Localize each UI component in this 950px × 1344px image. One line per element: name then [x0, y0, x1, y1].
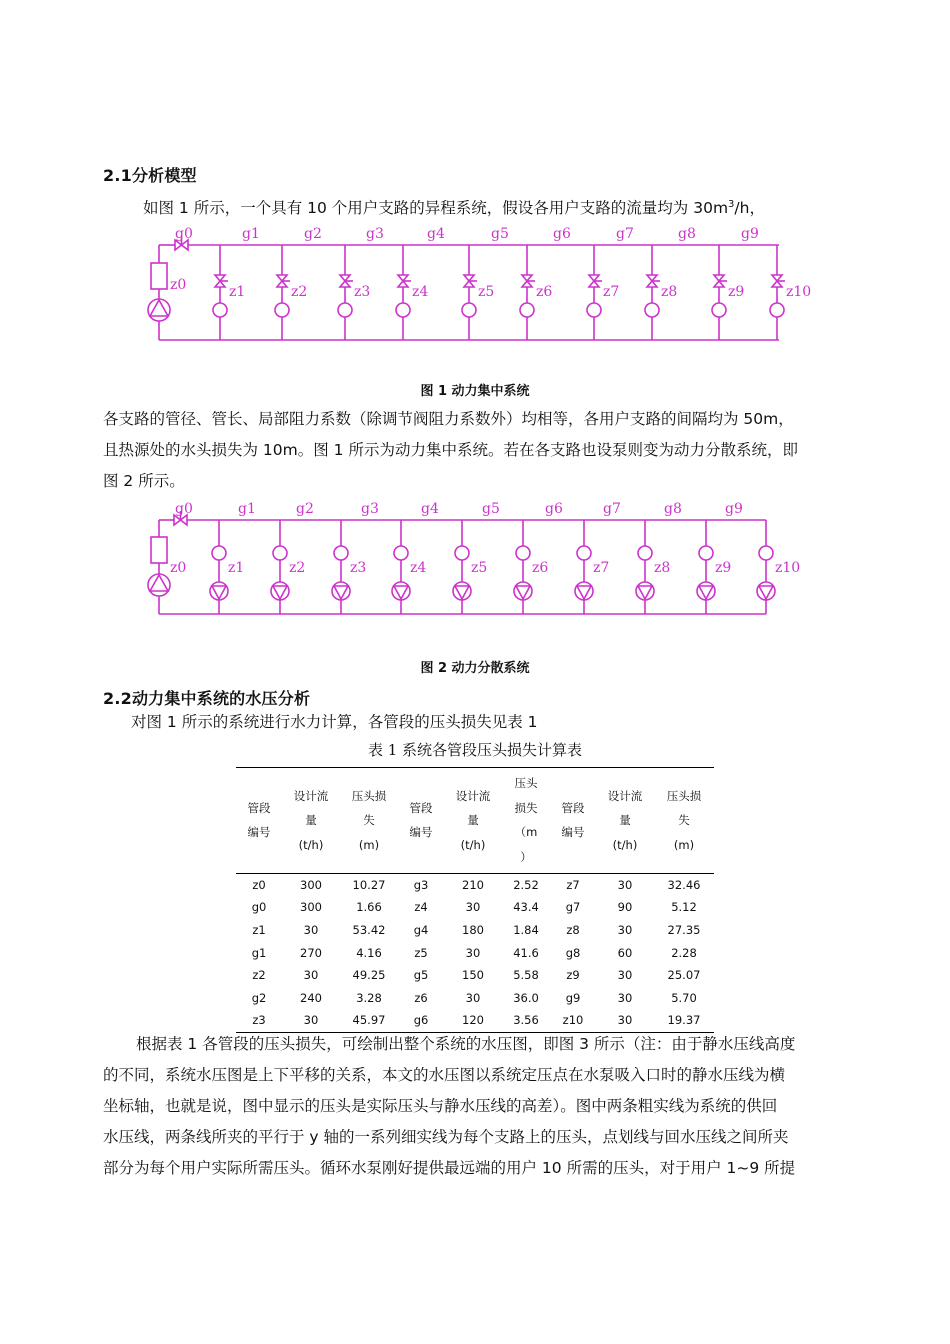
- paragraph-2-line-1: 各支路的管径、管长、局部阻力系数（除调节阀阻力系数外）均相等，各用户支路的间隔均为 50m，: [103, 410, 794, 428]
- paragraph-3-line-4: 水压线，两条线所夹的平行于 y 轴的一系列细实线为每个支路上的压头，点划线与回水压线之间所夹: [103, 1128, 789, 1146]
- table-cell: 4.16: [356, 945, 382, 960]
- header-flow-2: 设计流 量 (t/h): [455, 788, 491, 852]
- header-seg-3: 管段 编号: [561, 800, 585, 840]
- table-cell: g2: [251, 990, 267, 1005]
- fig2-main-label: g1: [238, 501, 256, 517]
- fig1-user-label: z1: [229, 284, 246, 300]
- table-cell: 300: [300, 877, 322, 892]
- header-loss-2: 压头 损失 （m ）: [514, 776, 538, 864]
- table-cell: z1: [252, 922, 266, 937]
- table-cell: 1.84: [513, 922, 539, 937]
- figure-2-diagram: [0, 490, 950, 625]
- fig2-main-label: g5: [482, 501, 500, 517]
- table-cell: 49.25: [352, 968, 386, 983]
- table-row: [236, 896, 714, 919]
- section-heading-2-2: 2.2动力集中系统的水压分析: [103, 689, 311, 708]
- fig1-main-label: g7: [616, 226, 634, 242]
- paragraph-3-line-2: 的不同，系统水压图是上下平移的关系，本文的水压图以系统定压点在水泵吸入口时的静水压线为横: [103, 1066, 786, 1084]
- table-row: [236, 941, 714, 964]
- table-cell: 30: [303, 1013, 319, 1028]
- fig2-user-label: z7: [593, 560, 610, 576]
- table-cell: 30: [617, 990, 633, 1005]
- fig2-user-branch: [271, 520, 289, 614]
- header-flow-1: 设计流 量 (t/h): [293, 788, 329, 852]
- fig1-main-label: g3: [366, 226, 384, 242]
- header-flow-3: 设计流 量 (t/h): [607, 788, 643, 852]
- table-cell: 5.12: [671, 900, 697, 915]
- fig2-user-branch: [757, 520, 775, 614]
- table-cell: g7: [565, 900, 581, 915]
- fig2-user-branch: [514, 520, 532, 614]
- table-cell: g4: [413, 922, 429, 937]
- intro-superscript: 3: [728, 199, 735, 210]
- table-cell: 2.28: [671, 945, 697, 960]
- fig1-source-label: z0: [170, 277, 187, 293]
- fig1-user-branch: [712, 245, 727, 340]
- section-heading-2-1: 2.1分析模型: [103, 166, 197, 185]
- paragraph-3-line-5: 部分为每个用户实际所需压头。循环水泵刚好提供最远端的用户 10 所需的压头，对于用户 1~9 所提: [103, 1159, 796, 1177]
- fig2-main-label: g7: [603, 501, 621, 517]
- table-cell: 240: [300, 990, 322, 1005]
- fig2-main-label: g3: [361, 501, 379, 517]
- fig2-source-label: z0: [170, 560, 187, 576]
- table-cell: g8: [565, 945, 581, 960]
- table-cell: 45.97: [352, 1013, 386, 1028]
- paragraph-2-line-3: 图 2 所示。: [103, 472, 185, 490]
- table-cell: g0: [251, 900, 267, 915]
- table-cell: 150: [462, 968, 484, 983]
- fig1-user-label: z4: [412, 284, 429, 300]
- table-cell: z7: [566, 877, 580, 892]
- table-cell: 30: [617, 877, 633, 892]
- table-1: [236, 767, 714, 1033]
- table-cell: g1: [251, 945, 267, 960]
- fig2-user-branch: [575, 520, 593, 614]
- header-seg-1: 管段 编号: [247, 800, 271, 840]
- fig2-main-label: g8: [664, 501, 682, 517]
- fig1-user-branch: [770, 245, 785, 340]
- intro-text: 如图 1 所示，一个具有 10 个用户支路的异程系统，假设各用户支路的流量均为 30m: [143, 199, 729, 218]
- table-row: [236, 873, 714, 896]
- table-cell: z5: [414, 945, 428, 960]
- table-cell: 180: [462, 922, 484, 937]
- table-cell: z10: [562, 1013, 584, 1028]
- fig2-user-branch: [210, 520, 228, 614]
- fig2-user-label: z2: [289, 560, 306, 576]
- fig1-main-label: g5: [491, 226, 509, 242]
- fig1-user-branch: [587, 245, 602, 340]
- fig1-main-label: g6: [553, 226, 571, 242]
- table-cell: 30: [465, 900, 481, 915]
- fig1-user-branch: [338, 245, 353, 340]
- paragraph-2: [103, 404, 863, 497]
- table-cell: 30: [617, 968, 633, 983]
- header-loss-1: 压头损 失 (m): [351, 788, 387, 852]
- table-cell: 32.46: [667, 877, 701, 892]
- table-cell: 30: [617, 1013, 633, 1028]
- fig2-user-branch: [392, 520, 410, 614]
- fig1-main-label: g9: [741, 226, 759, 242]
- table-cell: 53.42: [352, 922, 386, 937]
- fig1-user-branch: [213, 245, 228, 340]
- table-cell: 5.58: [513, 968, 539, 983]
- header-seg-2: 管段 编号: [409, 800, 433, 840]
- fig2-user-label: z6: [532, 560, 549, 576]
- table-cell: 30: [465, 990, 481, 1005]
- fig2-main-label: g9: [725, 501, 743, 517]
- table-cell: 30: [303, 922, 319, 937]
- table-cell: z8: [566, 922, 580, 937]
- table-cell: 210: [462, 877, 484, 892]
- fig1-user-label: z9: [728, 284, 745, 300]
- table-cell: 30: [465, 945, 481, 960]
- table-header-row: [236, 768, 714, 873]
- fig2-user-label: z1: [228, 560, 245, 576]
- fig2-main-label: g6: [545, 501, 563, 517]
- table-cell: 3.28: [356, 990, 382, 1005]
- table-cell: g6: [413, 1013, 429, 1028]
- fig2-user-branch: [697, 520, 715, 614]
- header-loss-3: 压头损 失 (m): [666, 788, 702, 852]
- table-row: [236, 919, 714, 942]
- section-2-intro: 对图 1 所示的系统进行水力计算，各管段的压头损失见表 1: [131, 713, 538, 731]
- table-cell: 30: [617, 922, 633, 937]
- fig2-main-label: g4: [421, 501, 439, 517]
- table-cell: g5: [413, 968, 429, 983]
- fig2-user-label: z4: [410, 560, 427, 576]
- paragraph-3-line-1: 根据表 1 各管段的压头损失，可绘制出整个系统的水压图，即图 3 所示（注：由于静水压线高度: [136, 1035, 796, 1053]
- table-cell: z4: [414, 900, 428, 915]
- table-cell: 10.27: [352, 877, 386, 892]
- fig2-user-label: z3: [350, 560, 367, 576]
- fig1-user-branch: [462, 245, 477, 340]
- fig1-main-label: g1: [242, 226, 260, 242]
- table-cell: 3.56: [513, 1013, 539, 1028]
- fig1-user-label: z8: [661, 284, 678, 300]
- table-cell: 27.35: [667, 922, 701, 937]
- paragraph-3: [103, 1029, 863, 1184]
- paragraph-3-line-3: 坐标轴，也就是说，图中显示的压头是实际压头与静水压线的高差）。图中两条粗实线为系统的供回: [103, 1097, 778, 1115]
- fig2-user-label: z8: [654, 560, 671, 576]
- fig2-user-label: z5: [471, 560, 488, 576]
- figure-2-caption: 图 2 动力分散系统: [420, 661, 530, 676]
- fig1-user-label: z5: [478, 284, 495, 300]
- table-cell: 300: [300, 900, 322, 915]
- table-cell: 60: [617, 945, 633, 960]
- fig1-user-label: z7: [603, 284, 620, 300]
- table-cell: z0: [252, 877, 266, 892]
- fig2-user-branch: [332, 520, 350, 614]
- fig1-user-label: z10: [786, 284, 812, 300]
- fig2-main-label: g0: [175, 501, 193, 517]
- table-cell: 5.70: [671, 990, 697, 1005]
- fig1-user-branch: [645, 245, 660, 340]
- fig1-user-branch: [520, 245, 535, 340]
- intro-text-end: /h，: [734, 199, 765, 218]
- fig1-user-label: z6: [536, 284, 553, 300]
- figure-1-diagram: [0, 215, 950, 350]
- paragraph-2-line-2: 且热源处的水头损失为 10m。图 1 所示为动力集中系统。若在各支路也设泵则变为动力分散系统，即: [103, 441, 798, 459]
- fig1-main-label: g2: [304, 226, 322, 242]
- fig2-user-branch: [453, 520, 471, 614]
- table-cell: z6: [414, 990, 428, 1005]
- table-1-title: 表 1 系统各管段压头损失计算表: [367, 741, 583, 759]
- table-cell: z9: [566, 968, 580, 983]
- table-cell: g3: [413, 877, 429, 892]
- table-cell: 2.52: [513, 877, 539, 892]
- fig1-main-label: g0: [175, 226, 193, 242]
- table-cell: 25.07: [667, 968, 701, 983]
- table-cell: 90: [617, 900, 633, 915]
- fig1-user-branch: [275, 245, 290, 340]
- table-cell: 41.6: [513, 945, 539, 960]
- fig1-user-branch: [396, 245, 411, 340]
- fig1-main-label: g8: [678, 226, 696, 242]
- table-cell: 43.4: [513, 900, 539, 915]
- table-cell: z3: [252, 1013, 266, 1028]
- table-cell: 36.0: [513, 990, 539, 1005]
- fig1-user-label: z3: [354, 284, 371, 300]
- table-cell: z2: [252, 968, 266, 983]
- table-row: [236, 986, 714, 1009]
- figure-1-caption: 图 1 动力集中系统: [420, 384, 530, 399]
- fig2-user-label: z9: [715, 560, 732, 576]
- table-cell: 1.66: [356, 900, 382, 915]
- table-cell: 30: [303, 968, 319, 983]
- table-cell: 120: [462, 1013, 484, 1028]
- fig2-main-label: g2: [296, 501, 314, 517]
- table-row: [236, 964, 714, 987]
- fig1-user-label: z2: [291, 284, 308, 300]
- fig1-main-label: g4: [427, 226, 445, 242]
- table-cell: g9: [565, 990, 581, 1005]
- table-cell: 270: [300, 945, 322, 960]
- fig2-user-label: z10: [775, 560, 801, 576]
- table-cell: 19.37: [667, 1013, 701, 1028]
- fig2-user-branch: [636, 520, 654, 614]
